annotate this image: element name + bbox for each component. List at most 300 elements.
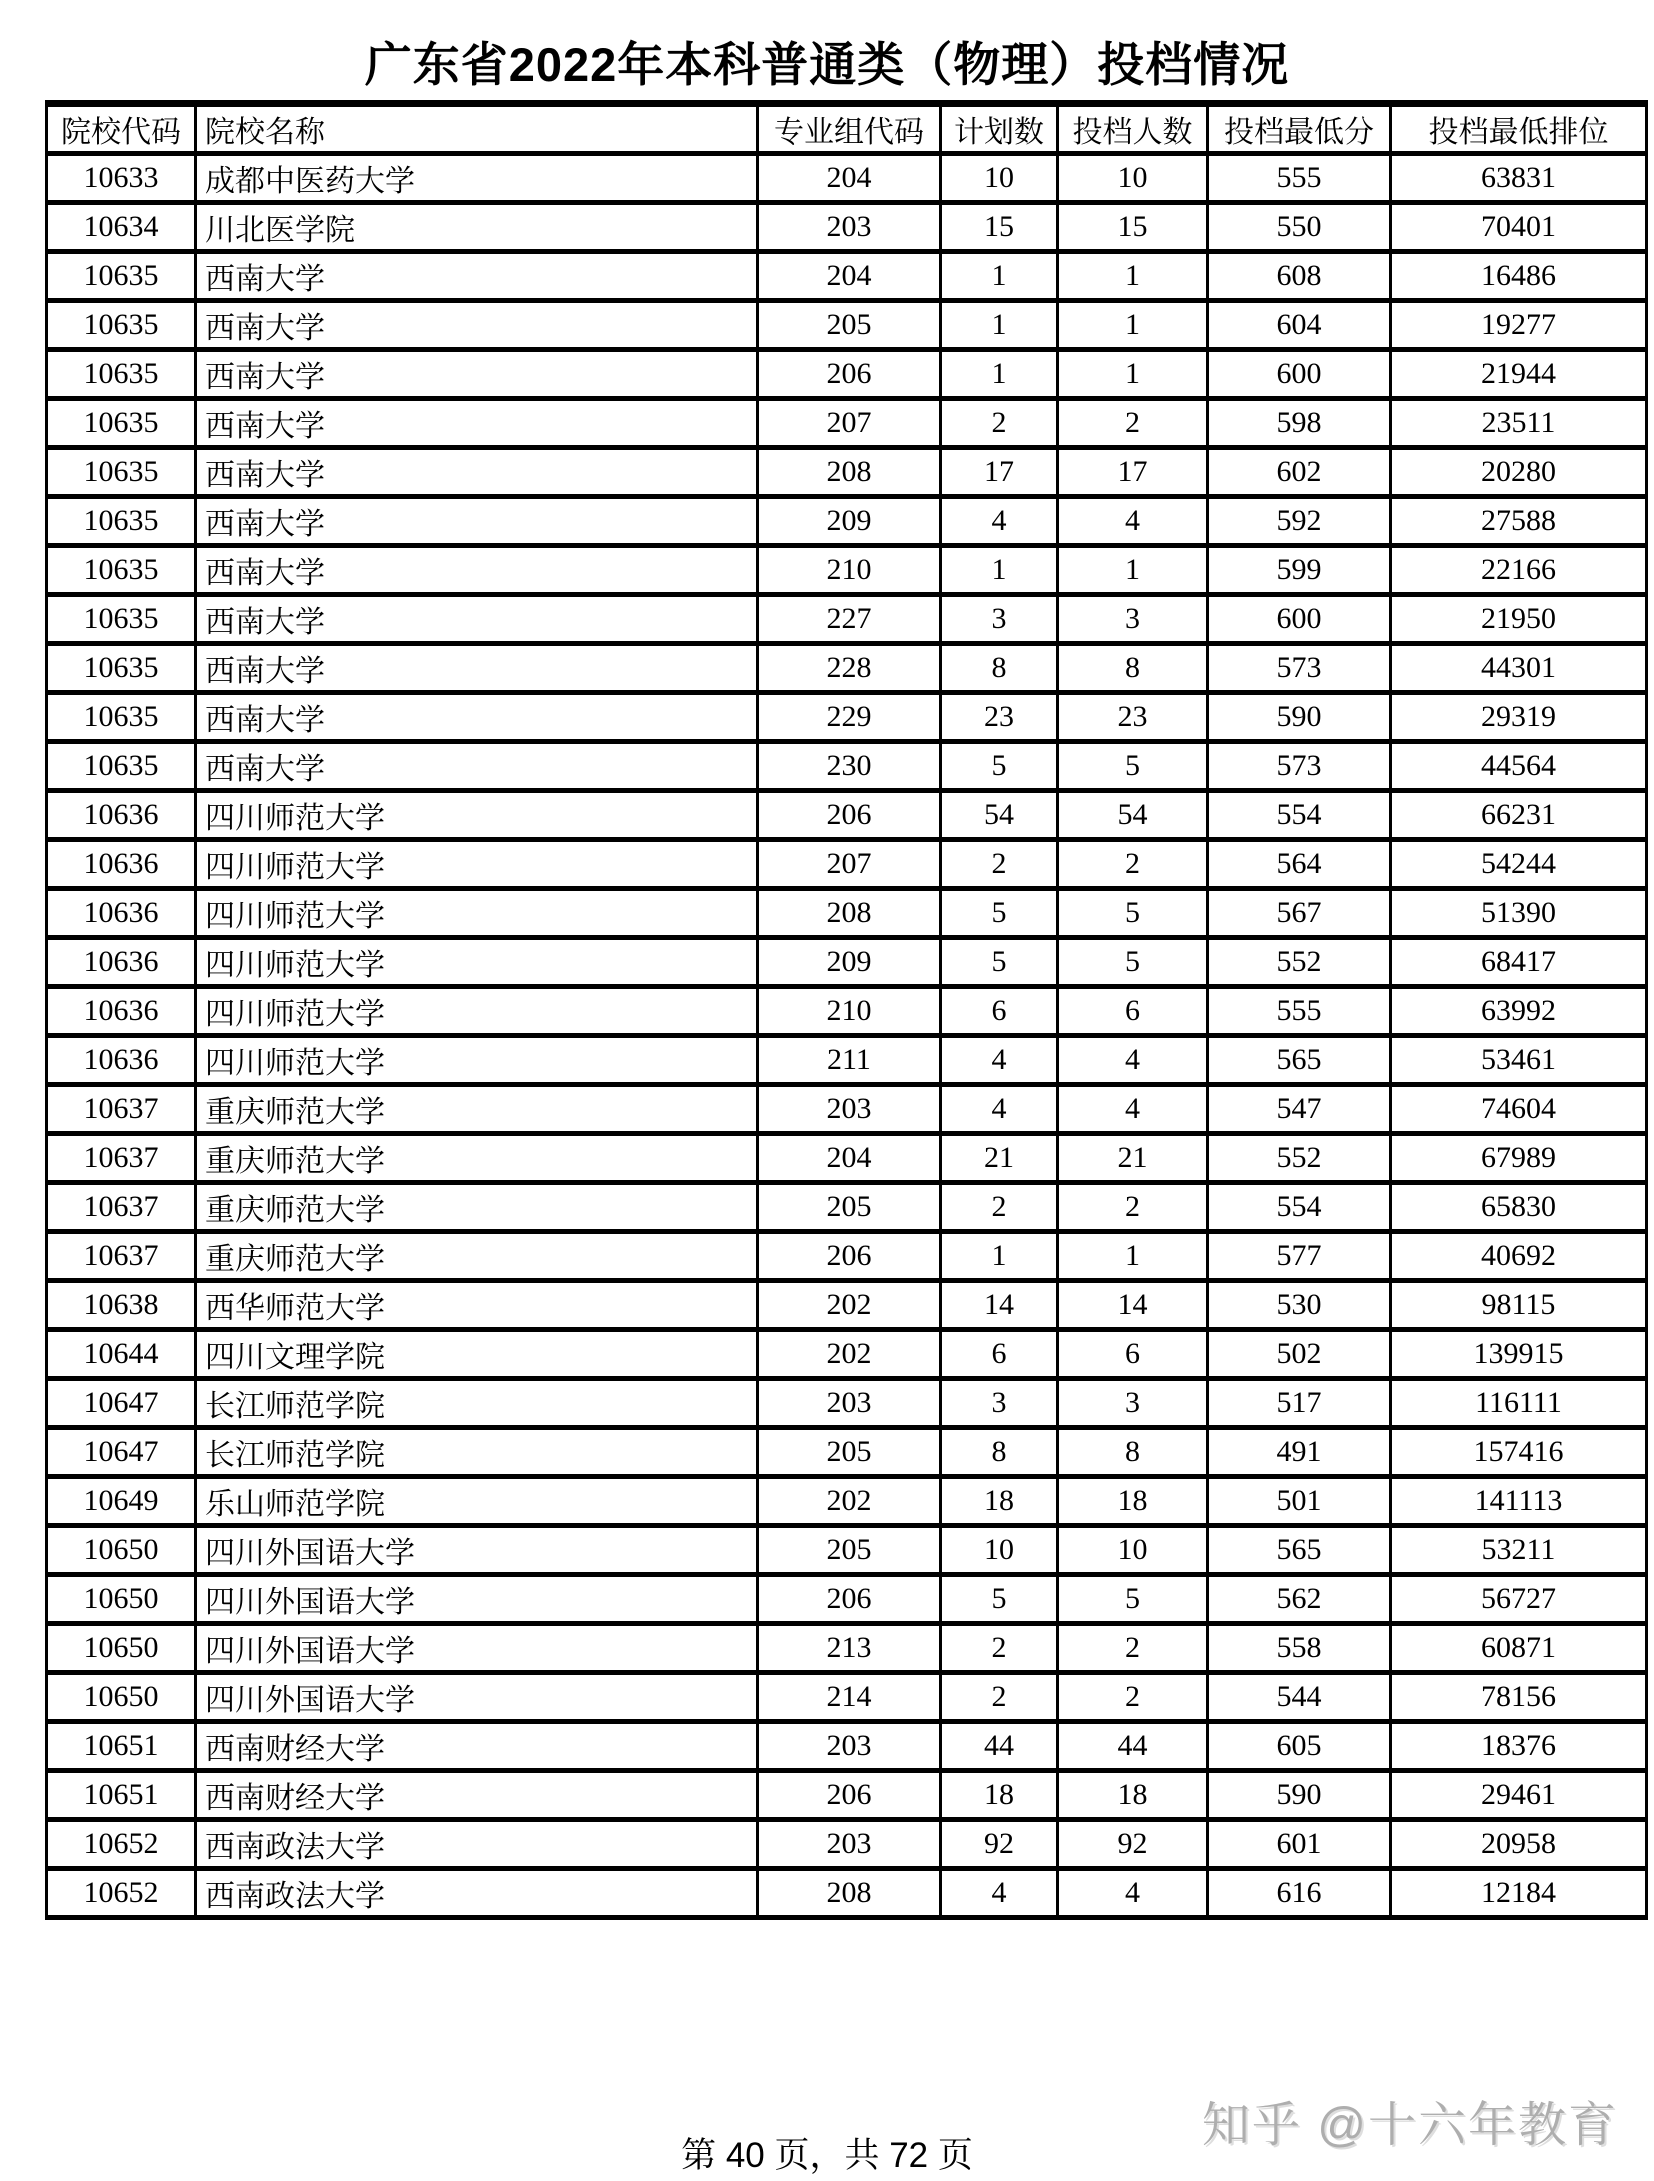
cell-min-score: 555: [1208, 154, 1391, 203]
table-row: [47, 595, 1647, 644]
cell-name: 四川师范大学: [196, 791, 758, 840]
cell-applicant-count: 10: [1058, 1526, 1208, 1575]
cell-min-score: 547: [1208, 1085, 1391, 1134]
cell-min-score: 601: [1208, 1820, 1391, 1869]
cell-code: 10637: [47, 1085, 196, 1134]
table-row: [47, 1869, 1647, 1918]
cell-code: 10635: [47, 448, 196, 497]
cell-name: 西南大学: [196, 693, 758, 742]
cell-code: 10635: [47, 497, 196, 546]
cell-code: 10637: [47, 1134, 196, 1183]
table-row: [47, 399, 1647, 448]
cell-name: 西南大学: [196, 399, 758, 448]
cell-applicant-count: 1: [1058, 1232, 1208, 1281]
cell-plan-count: 2: [941, 1673, 1058, 1722]
cell-code: 10635: [47, 350, 196, 399]
cell-group-code: 203: [758, 1085, 941, 1134]
cell-plan-count: 2: [941, 840, 1058, 889]
cell-group-code: 211: [758, 1036, 941, 1085]
cell-plan-count: 54: [941, 791, 1058, 840]
table-row: [47, 1183, 1647, 1232]
cell-min-rank: 27588: [1391, 497, 1647, 546]
cell-group-code: 208: [758, 889, 941, 938]
cell-name: 西南大学: [196, 595, 758, 644]
cell-group-code: 206: [758, 1575, 941, 1624]
cell-name: 西南大学: [196, 301, 758, 350]
cell-code: 10633: [47, 154, 196, 203]
cell-min-rank: 16486: [1391, 252, 1647, 301]
cell-min-rank: 74604: [1391, 1085, 1647, 1134]
cell-min-rank: 98115: [1391, 1281, 1647, 1330]
table-row: [47, 1624, 1647, 1673]
cell-code: 10634: [47, 203, 196, 252]
cell-name: 西南政法大学: [196, 1820, 758, 1869]
cell-applicant-count: 2: [1058, 1183, 1208, 1232]
cell-group-code: 214: [758, 1673, 941, 1722]
cell-name: 重庆师范大学: [196, 1232, 758, 1281]
cell-min-score: 491: [1208, 1428, 1391, 1477]
cell-min-score: 577: [1208, 1232, 1391, 1281]
cell-min-score: 590: [1208, 1771, 1391, 1820]
cell-plan-count: 4: [941, 497, 1058, 546]
cell-min-score: 554: [1208, 1183, 1391, 1232]
cell-applicant-count: 44: [1058, 1722, 1208, 1771]
table-row: [47, 693, 1647, 742]
cell-group-code: 209: [758, 497, 941, 546]
table-row: [47, 203, 1647, 252]
table-row: [47, 1428, 1647, 1477]
cell-name: 四川外国语大学: [196, 1526, 758, 1575]
cell-min-rank: 157416: [1391, 1428, 1647, 1477]
cell-group-code: 210: [758, 987, 941, 1036]
cell-group-code: 202: [758, 1281, 941, 1330]
cell-code: 10649: [47, 1477, 196, 1526]
cell-group-code: 203: [758, 1722, 941, 1771]
cell-name: 西南大学: [196, 350, 758, 399]
cell-group-code: 203: [758, 1820, 941, 1869]
cell-group-code: 208: [758, 448, 941, 497]
table-row: [47, 154, 1647, 203]
cell-name: 四川师范大学: [196, 889, 758, 938]
cell-code: 10650: [47, 1526, 196, 1575]
cell-code: 10651: [47, 1722, 196, 1771]
cell-group-code: 205: [758, 1183, 941, 1232]
cell-min-rank: 54244: [1391, 840, 1647, 889]
cell-min-rank: 40692: [1391, 1232, 1647, 1281]
cell-group-code: 205: [758, 301, 941, 350]
cell-applicant-count: 15: [1058, 203, 1208, 252]
cell-plan-count: 5: [941, 1575, 1058, 1624]
cell-applicant-count: 18: [1058, 1477, 1208, 1526]
cell-applicant-count: 2: [1058, 399, 1208, 448]
cell-name: 西南财经大学: [196, 1722, 758, 1771]
cell-min-rank: 21944: [1391, 350, 1647, 399]
cell-applicant-count: 3: [1058, 1379, 1208, 1428]
cell-plan-count: 92: [941, 1820, 1058, 1869]
cell-min-score: 558: [1208, 1624, 1391, 1673]
cell-name: 西华师范大学: [196, 1281, 758, 1330]
cell-code: 10635: [47, 546, 196, 595]
cell-applicant-count: 4: [1058, 497, 1208, 546]
cell-group-code: 206: [758, 1771, 941, 1820]
cell-min-score: 616: [1208, 1869, 1391, 1918]
cell-min-score: 565: [1208, 1526, 1391, 1575]
cell-name: 西南大学: [196, 742, 758, 791]
cell-min-rank: 53211: [1391, 1526, 1647, 1575]
cell-plan-count: 3: [941, 1379, 1058, 1428]
cell-name: 四川师范大学: [196, 840, 758, 889]
cell-min-rank: 19277: [1391, 301, 1647, 350]
cell-min-score: 530: [1208, 1281, 1391, 1330]
cell-min-score: 565: [1208, 1036, 1391, 1085]
cell-plan-count: 8: [941, 1428, 1058, 1477]
cell-group-code: 207: [758, 840, 941, 889]
cell-plan-count: 17: [941, 448, 1058, 497]
cell-min-score: 562: [1208, 1575, 1391, 1624]
table-row: [47, 1085, 1647, 1134]
cell-applicant-count: 6: [1058, 987, 1208, 1036]
cell-group-code: 209: [758, 938, 941, 987]
cell-code: 10635: [47, 595, 196, 644]
table-row: [47, 1722, 1647, 1771]
cell-code: 10647: [47, 1379, 196, 1428]
cell-plan-count: 1: [941, 1232, 1058, 1281]
cell-plan-count: 18: [941, 1771, 1058, 1820]
table-row: [47, 546, 1647, 595]
cell-min-score: 599: [1208, 546, 1391, 595]
cell-group-code: 205: [758, 1428, 941, 1477]
cell-min-rank: 116111: [1391, 1379, 1647, 1428]
cell-min-score: 564: [1208, 840, 1391, 889]
cell-code: 10635: [47, 742, 196, 791]
table-row: [47, 1232, 1647, 1281]
cell-code: 10644: [47, 1330, 196, 1379]
cell-code: 10637: [47, 1232, 196, 1281]
cell-group-code: 204: [758, 1134, 941, 1183]
cell-applicant-count: 2: [1058, 840, 1208, 889]
cell-min-score: 573: [1208, 644, 1391, 693]
cell-min-score: 517: [1208, 1379, 1391, 1428]
cell-plan-count: 4: [941, 1036, 1058, 1085]
cell-min-rank: 78156: [1391, 1673, 1647, 1722]
cell-plan-count: 2: [941, 399, 1058, 448]
cell-name: 西南大学: [196, 252, 758, 301]
cell-applicant-count: 5: [1058, 742, 1208, 791]
cell-code: 10636: [47, 840, 196, 889]
cell-applicant-count: 23: [1058, 693, 1208, 742]
cell-code: 10636: [47, 987, 196, 1036]
cell-group-code: 202: [758, 1477, 941, 1526]
page-title: 广东省2022年本科普通类（物理）投档情况: [364, 38, 1290, 91]
table-header-row: [47, 104, 1647, 154]
cell-plan-count: 4: [941, 1869, 1058, 1918]
cell-min-score: 605: [1208, 1722, 1391, 1771]
table-row: [47, 301, 1647, 350]
table-row: [47, 987, 1647, 1036]
cell-applicant-count: 6: [1058, 1330, 1208, 1379]
cell-plan-count: 5: [941, 889, 1058, 938]
cell-plan-count: 15: [941, 203, 1058, 252]
cell-name: 成都中医药大学: [196, 154, 758, 203]
cell-applicant-count: 8: [1058, 1428, 1208, 1477]
table-row: [47, 497, 1647, 546]
cell-min-score: 602: [1208, 448, 1391, 497]
column-header-plan-count: 计划数: [941, 104, 1058, 154]
table-row: [47, 1673, 1647, 1722]
cell-applicant-count: 4: [1058, 1085, 1208, 1134]
table-row: [47, 1820, 1647, 1869]
cell-plan-count: 6: [941, 1330, 1058, 1379]
cell-group-code: 205: [758, 1526, 941, 1575]
column-header-name: 院校名称: [196, 104, 758, 154]
cell-applicant-count: 92: [1058, 1820, 1208, 1869]
page-number: 第 40 页，共 72 页: [681, 2136, 973, 2175]
cell-code: 10635: [47, 644, 196, 693]
cell-applicant-count: 1: [1058, 301, 1208, 350]
cell-plan-count: 1: [941, 350, 1058, 399]
cell-min-score: 590: [1208, 693, 1391, 742]
cell-min-rank: 12184: [1391, 1869, 1647, 1918]
cell-min-score: 592: [1208, 497, 1391, 546]
cell-plan-count: 2: [941, 1624, 1058, 1673]
cell-name: 西南大学: [196, 448, 758, 497]
cell-code: 10636: [47, 1036, 196, 1085]
table-row: [47, 644, 1647, 693]
cell-applicant-count: 1: [1058, 350, 1208, 399]
table-row: [47, 1379, 1647, 1428]
cell-min-rank: 44564: [1391, 742, 1647, 791]
cell-min-rank: 60871: [1391, 1624, 1647, 1673]
cell-name: 乐山师范学院: [196, 1477, 758, 1526]
cell-applicant-count: 54: [1058, 791, 1208, 840]
cell-min-rank: 18376: [1391, 1722, 1647, 1771]
cell-min-rank: 68417: [1391, 938, 1647, 987]
cell-code: 10635: [47, 399, 196, 448]
cell-code: 10636: [47, 889, 196, 938]
cell-min-rank: 22166: [1391, 546, 1647, 595]
table-row: [47, 1575, 1647, 1624]
cell-code: 10636: [47, 791, 196, 840]
cell-code: 10636: [47, 938, 196, 987]
cell-name: 重庆师范大学: [196, 1085, 758, 1134]
cell-group-code: 208: [758, 1869, 941, 1918]
cell-group-code: 206: [758, 791, 941, 840]
table-row: [47, 742, 1647, 791]
table-row: [47, 1281, 1647, 1330]
cell-name: 西南大学: [196, 644, 758, 693]
cell-name: 四川师范大学: [196, 938, 758, 987]
admission-table: [45, 100, 1648, 1920]
cell-code: 10638: [47, 1281, 196, 1330]
cell-min-score: 501: [1208, 1477, 1391, 1526]
cell-name: 西南财经大学: [196, 1771, 758, 1820]
cell-min-rank: 65830: [1391, 1183, 1647, 1232]
cell-group-code: 207: [758, 399, 941, 448]
cell-min-rank: 23511: [1391, 399, 1647, 448]
cell-plan-count: 44: [941, 1722, 1058, 1771]
cell-min-rank: 67989: [1391, 1134, 1647, 1183]
cell-plan-count: 2: [941, 1183, 1058, 1232]
cell-code: 10635: [47, 252, 196, 301]
cell-min-rank: 56727: [1391, 1575, 1647, 1624]
cell-group-code: 203: [758, 1379, 941, 1428]
cell-name: 四川师范大学: [196, 1036, 758, 1085]
cell-min-rank: 21950: [1391, 595, 1647, 644]
cell-min-rank: 29461: [1391, 1771, 1647, 1820]
table-row: [47, 938, 1647, 987]
cell-min-rank: 139915: [1391, 1330, 1647, 1379]
cell-group-code: 228: [758, 644, 941, 693]
cell-applicant-count: 5: [1058, 889, 1208, 938]
cell-applicant-count: 17: [1058, 448, 1208, 497]
cell-plan-count: 1: [941, 252, 1058, 301]
cell-plan-count: 10: [941, 1526, 1058, 1575]
cell-name: 四川文理学院: [196, 1330, 758, 1379]
cell-code: 10637: [47, 1183, 196, 1232]
cell-min-rank: 20280: [1391, 448, 1647, 497]
cell-min-rank: 70401: [1391, 203, 1647, 252]
cell-code: 10647: [47, 1428, 196, 1477]
cell-group-code: 230: [758, 742, 941, 791]
cell-plan-count: 8: [941, 644, 1058, 693]
cell-min-score: 608: [1208, 252, 1391, 301]
cell-min-rank: 53461: [1391, 1036, 1647, 1085]
cell-min-score: 550: [1208, 203, 1391, 252]
cell-name: 西南政法大学: [196, 1869, 758, 1918]
cell-group-code: 229: [758, 693, 941, 742]
table-row: [47, 889, 1647, 938]
cell-group-code: 202: [758, 1330, 941, 1379]
cell-applicant-count: 2: [1058, 1673, 1208, 1722]
cell-code: 10651: [47, 1771, 196, 1820]
table-row: [47, 1477, 1647, 1526]
column-header-group-code: 专业组代码: [758, 104, 941, 154]
cell-applicant-count: 5: [1058, 1575, 1208, 1624]
cell-min-rank: 29319: [1391, 693, 1647, 742]
cell-plan-count: 4: [941, 1085, 1058, 1134]
cell-min-rank: 51390: [1391, 889, 1647, 938]
cell-min-score: 552: [1208, 938, 1391, 987]
cell-min-score: 552: [1208, 1134, 1391, 1183]
cell-applicant-count: 8: [1058, 644, 1208, 693]
cell-min-score: 573: [1208, 742, 1391, 791]
cell-name: 西南大学: [196, 497, 758, 546]
table-row: [47, 350, 1647, 399]
table-row: [47, 252, 1647, 301]
cell-min-score: 555: [1208, 987, 1391, 1036]
cell-applicant-count: 2: [1058, 1624, 1208, 1673]
cell-name: 重庆师范大学: [196, 1183, 758, 1232]
cell-applicant-count: 4: [1058, 1036, 1208, 1085]
cell-name: 四川外国语大学: [196, 1673, 758, 1722]
cell-applicant-count: 1: [1058, 252, 1208, 301]
cell-name: 长江师范学院: [196, 1428, 758, 1477]
cell-min-rank: 63831: [1391, 154, 1647, 203]
cell-name: 四川外国语大学: [196, 1575, 758, 1624]
cell-plan-count: 23: [941, 693, 1058, 742]
cell-group-code: 210: [758, 546, 941, 595]
table-row: [47, 1330, 1647, 1379]
cell-name: 长江师范学院: [196, 1379, 758, 1428]
cell-min-score: 502: [1208, 1330, 1391, 1379]
cell-code: 10650: [47, 1575, 196, 1624]
cell-plan-count: 18: [941, 1477, 1058, 1526]
cell-min-rank: 63992: [1391, 987, 1647, 1036]
cell-applicant-count: 5: [1058, 938, 1208, 987]
table-row: [47, 1036, 1647, 1085]
cell-group-code: 204: [758, 252, 941, 301]
cell-min-score: 604: [1208, 301, 1391, 350]
cell-group-code: 203: [758, 203, 941, 252]
cell-applicant-count: 1: [1058, 546, 1208, 595]
cell-min-score: 600: [1208, 350, 1391, 399]
cell-applicant-count: 3: [1058, 595, 1208, 644]
column-header-code: 院校代码: [47, 104, 196, 154]
cell-min-score: 600: [1208, 595, 1391, 644]
table-row: [47, 791, 1647, 840]
cell-plan-count: 5: [941, 938, 1058, 987]
cell-plan-count: 5: [941, 742, 1058, 791]
cell-name: 四川外国语大学: [196, 1624, 758, 1673]
table-body: [47, 154, 1647, 1918]
cell-group-code: 206: [758, 1232, 941, 1281]
cell-min-score: 554: [1208, 791, 1391, 840]
cell-plan-count: 1: [941, 301, 1058, 350]
cell-group-code: 213: [758, 1624, 941, 1673]
cell-code: 10652: [47, 1869, 196, 1918]
cell-applicant-count: 21: [1058, 1134, 1208, 1183]
cell-min-rank: 66231: [1391, 791, 1647, 840]
cell-min-rank: 44301: [1391, 644, 1647, 693]
cell-applicant-count: 18: [1058, 1771, 1208, 1820]
cell-applicant-count: 4: [1058, 1869, 1208, 1918]
cell-name: 川北医学院: [196, 203, 758, 252]
cell-code: 10650: [47, 1673, 196, 1722]
cell-min-score: 567: [1208, 889, 1391, 938]
table-row: [47, 840, 1647, 889]
column-header-applicant-count: 投档人数: [1058, 104, 1208, 154]
cell-plan-count: 1: [941, 546, 1058, 595]
table-row: [47, 1134, 1647, 1183]
cell-group-code: 206: [758, 350, 941, 399]
watermark: 知乎 @十六年教育: [1201, 2099, 1618, 2152]
cell-applicant-count: 10: [1058, 154, 1208, 203]
column-header-min-score: 投档最低分: [1208, 104, 1391, 154]
cell-name: 重庆师范大学: [196, 1134, 758, 1183]
cell-name: 西南大学: [196, 546, 758, 595]
cell-min-score: 544: [1208, 1673, 1391, 1722]
cell-applicant-count: 14: [1058, 1281, 1208, 1330]
cell-group-code: 204: [758, 154, 941, 203]
cell-plan-count: 21: [941, 1134, 1058, 1183]
cell-min-rank: 141113: [1391, 1477, 1647, 1526]
cell-code: 10635: [47, 301, 196, 350]
table-row: [47, 1526, 1647, 1575]
cell-code: 10635: [47, 693, 196, 742]
cell-name: 四川师范大学: [196, 987, 758, 1036]
cell-code: 10650: [47, 1624, 196, 1673]
cell-min-score: 598: [1208, 399, 1391, 448]
cell-plan-count: 14: [941, 1281, 1058, 1330]
cell-plan-count: 10: [941, 154, 1058, 203]
column-header-min-rank: 投档最低排位: [1391, 104, 1647, 154]
table-row: [47, 1771, 1647, 1820]
cell-group-code: 227: [758, 595, 941, 644]
cell-plan-count: 6: [941, 987, 1058, 1036]
cell-code: 10652: [47, 1820, 196, 1869]
cell-min-rank: 20958: [1391, 1820, 1647, 1869]
table-row: [47, 448, 1647, 497]
